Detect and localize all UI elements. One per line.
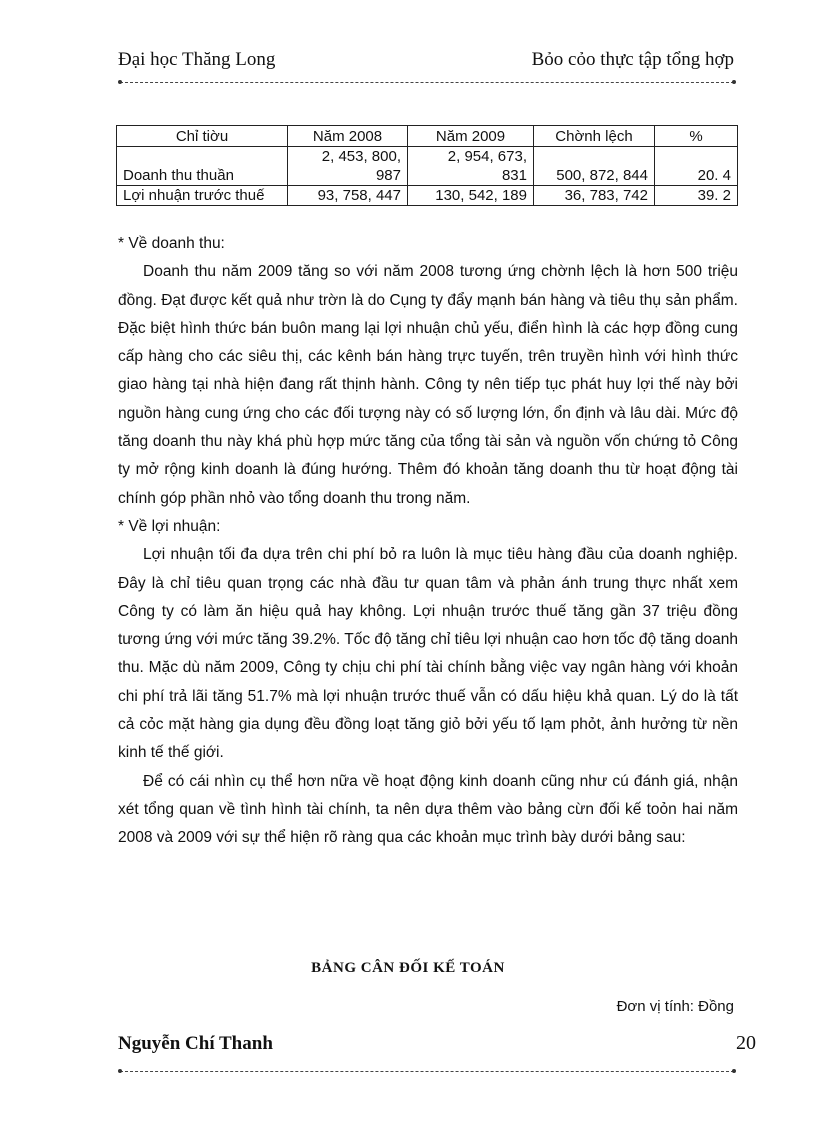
paragraph-balance-intro: Để có cái nhìn cụ thể hơn nữa về hoạt động kinh doanh cũng như cú đánh giá, nhận xét tổng quan về tình hình tài chính, ta nên dựa thêm vào bảng cừn đối kế toỏn hai năm 2008 và 2009 với sự thể hiện rõ ràng qua các khoản mục trình bày dưới bảng sau: bbox=[118, 772, 738, 847]
footer-author: Nguyễn Chí Thanh bbox=[118, 1033, 273, 1054]
table-header-row bbox=[117, 126, 738, 147]
cell-2009-part1: 2, 954, 673, bbox=[447, 148, 527, 165]
table-row bbox=[117, 147, 738, 186]
unit-note: Đơn vị tính: Đồng bbox=[616, 998, 734, 1015]
revenue-profit-table bbox=[116, 125, 738, 206]
cell-2009-part2: 831 bbox=[501, 167, 527, 184]
balance-sheet-title: BẢNG CÂN ĐỐI KẾ TOÁN bbox=[311, 960, 505, 976]
body-text bbox=[118, 230, 738, 853]
cell-2009: 130, 542, 189 bbox=[408, 186, 534, 206]
column-header: % bbox=[655, 126, 738, 147]
header-report-title: Bỏo cỏo thực tập tổng hợp bbox=[531, 49, 734, 70]
section-heading-profit: * Về lợi nhuận: bbox=[118, 517, 221, 535]
column-header: Năm 2008 bbox=[288, 126, 408, 147]
cell-difference: 36, 783, 742 bbox=[534, 186, 655, 206]
cell-2008-part1: 2, 453, 800, bbox=[321, 148, 401, 165]
cell-percent: 20. 4 bbox=[655, 147, 738, 186]
header-divider bbox=[120, 82, 734, 83]
page-number: 20 bbox=[736, 1032, 756, 1054]
column-header: Chờnh lệch bbox=[534, 126, 655, 147]
cell-2008-part2: 987 bbox=[375, 167, 401, 184]
header-institution: Đại học Thăng Long bbox=[118, 49, 276, 70]
paragraph-profit: Lợi nhuận tối đa dựa trên chi phí bỏ ra luôn là mục tiêu hàng đầu của doanh nghiệp. Đây là chỉ tiêu quan trọng các nhà đầu tư quan tâm và phản ánh trung thực nhất xem Công ty có làm ăn hiệu quả hay không. Lợi nhuận trước thuế tăng gần 37 triệu đồng tương ứng với mức tăng 39.2%. Tốc độ tăng chỉ tiêu lợi nhuận cao hơn tốc độ tăng doanh thu. Mặc dù năm 2009, Công ty chịu chi phí tài chính bằng việc vay ngân hàng với khoản chi phí trả lãi tăng 51.7% mà lợi nhuận trước thuế vẫn có dấu hiệu khả quan. Lý do là tất cả cỏc mặt hàng gia dụng đều đồng loạt tăng giỏ bởi yếu tố lạm phỏt, ảnh hưởng từ nền kinh tế thế giới. bbox=[118, 546, 738, 762]
footer-divider bbox=[120, 1071, 734, 1072]
column-header: Chỉ tiờu bbox=[117, 126, 288, 147]
column-header: Năm 2009 bbox=[408, 126, 534, 147]
row-label: Lợi nhuận trước thuế bbox=[117, 186, 288, 206]
section-heading-revenue: * Về doanh thu: bbox=[118, 235, 225, 252]
table-row bbox=[117, 186, 738, 206]
cell-percent: 39. 2 bbox=[655, 186, 738, 206]
cell-2008: 93, 758, 447 bbox=[288, 186, 408, 206]
paragraph-revenue: Doanh thu năm 2009 tăng so với năm 2008 tương ứng chờnh lệch là hơn 500 triệu đồng. Đạt được kết quả như trờn là do Cụng ty đẩy mạnh bán hàng và tiêu thụ sản phẩm. Đặc biệt hình thức bán buôn mang lại lợi nhuận chủ yếu, điển hình là các hợp đồng cung cấp hàng cho các siêu thị, các kênh bán hàng trực tuyến, trên truyền hình với hình thức giao hàng tại nhà hiện đang rất thịnh hành. Công ty nên tiếp tục phát huy lợi thế này bởi nguồn hàng cung ứng cho các đối tượng này có số lượng lớn, ổn định và lâu dài. Mức độ tăng doanh thu này khá phù hợp mức tăng của tổng tài sản và nguồn vốn chứng tỏ Công ty mở rộng kinh doanh là đúng hướng. Thêm đó khoản tăng doanh thu từ hoạt động tài chính góp phần nhỏ vào tổng doanh thu trong năm. bbox=[118, 263, 738, 507]
cell-2008 bbox=[288, 147, 408, 186]
row-label: Doanh thu thuần bbox=[117, 147, 288, 186]
cell-difference: 500, 872, 844 bbox=[534, 147, 655, 186]
cell-2009 bbox=[408, 147, 534, 186]
